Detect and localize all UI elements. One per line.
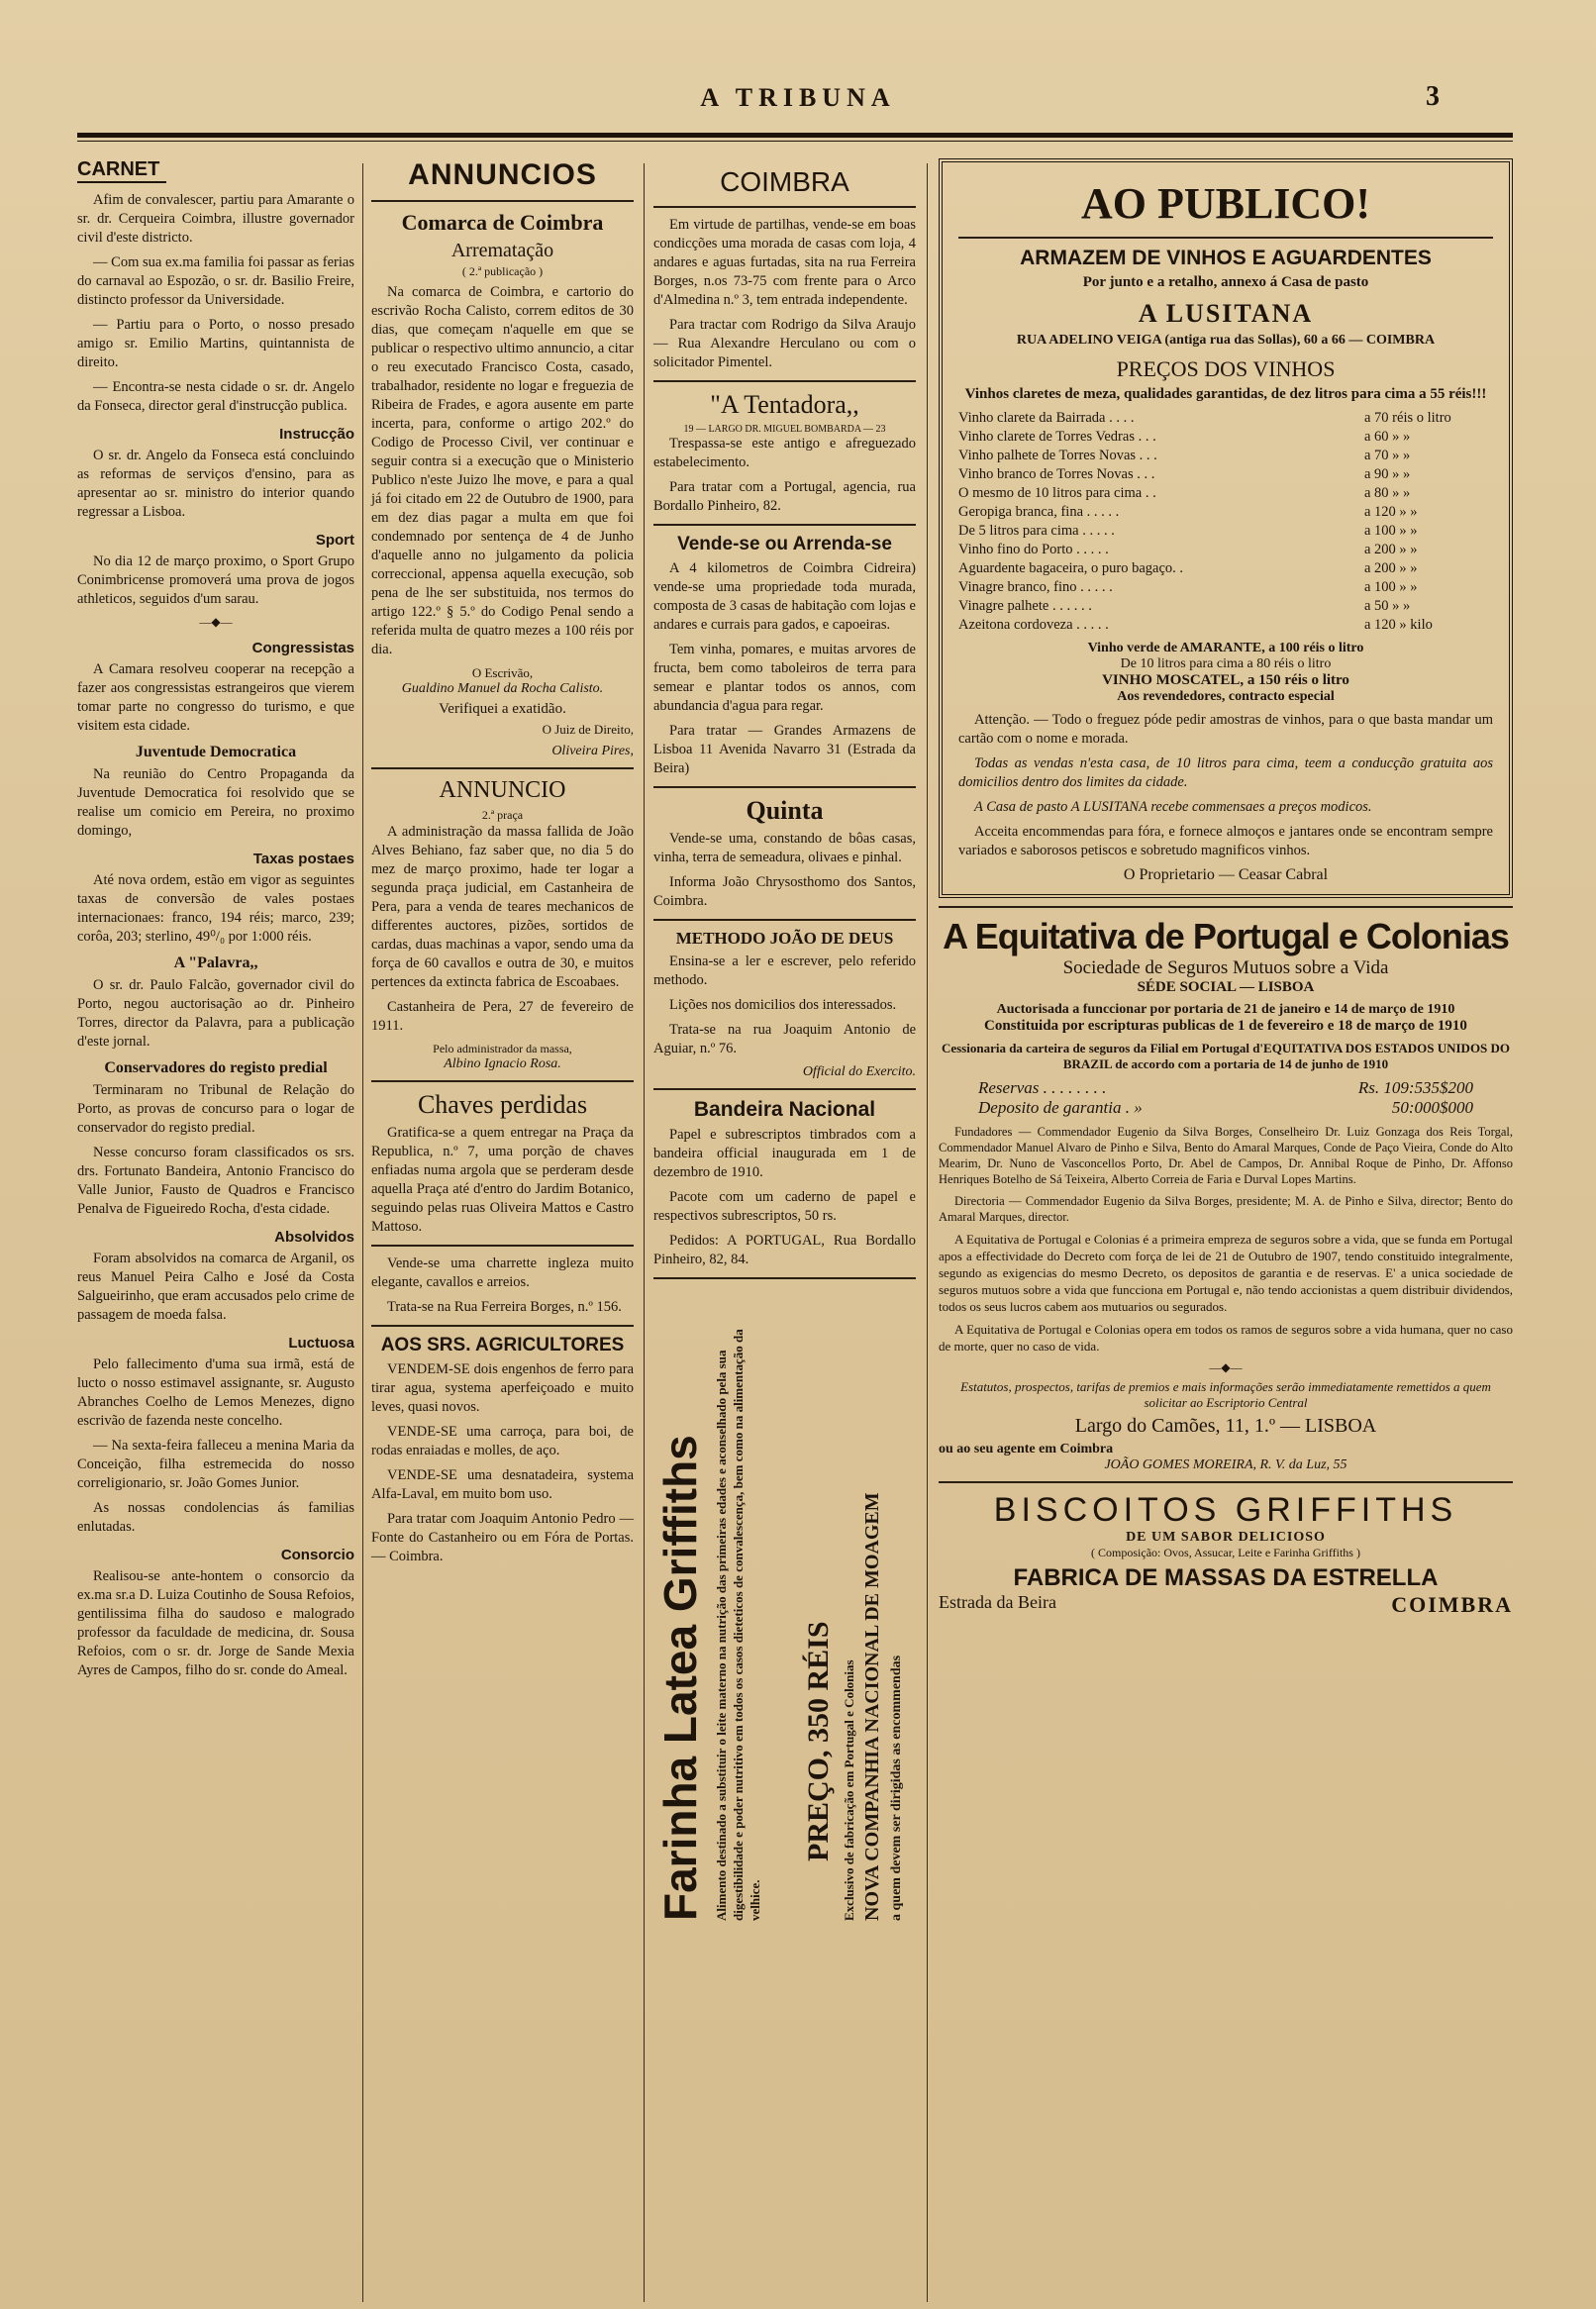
price-name: O mesmo de 10 litros para cima . . xyxy=(958,485,1156,501)
por-junto-line: Por junto e a retalho, annexo á Casa de pasto xyxy=(1082,274,1369,290)
price-value: a 120 » kilo xyxy=(1364,617,1433,633)
coimbra-label: COIMBRA xyxy=(1391,1592,1513,1617)
tentadora-heading: "A Tentadora,, xyxy=(710,390,859,419)
claretes-line: Vinhos claretes de meza, qualidades garantidas, de dez litros para cima a 55 réis!!! xyxy=(964,386,1487,402)
rule xyxy=(939,1481,1513,1483)
price-name: Aguardente bagaceira, o puro bagaço. . xyxy=(958,560,1184,576)
fabrica-line: FABRICA DE MASSAS DA ESTRELLA xyxy=(1013,1564,1439,1591)
annuncio-heading: ANNUNCIO xyxy=(439,777,566,803)
publicacao-note: ( 2.ª publicação ) xyxy=(461,264,544,278)
cessionaria-line: Cessionaria da carteira de seguros da Filial em Portugal d'EQUITATIVA DOS ESTADOS UNIDOS DO BRAZIL de accordo com a portaria de 14 de junho de 1910 xyxy=(941,1041,1511,1071)
price-value: a 70 » » xyxy=(1364,448,1411,463)
taxas-heading: Taxas postaes xyxy=(252,851,354,867)
sport-heading: Sport xyxy=(315,532,354,549)
rule xyxy=(371,1245,634,1247)
proprietario-line: O Proprietario — Ceasar Cabral xyxy=(1123,866,1329,883)
fundadores-paragraph: Fundadores — Commendador Eugenio da Silva Borges, Conselheiro Dr. Luiz Gonzaga dos Reis Torgal, Commendador Manuel Alvaro de Pinho e Silva, Bento do Amaral Marques, Conde de Paço Vieira, Conde do Alto Mearim, Dr. Nuno de Vasconcellos Porto, Dr. Abel de Campos, Dr. Annibal Roque de Pinho, Dr. Affonso Henriques Botelho de Sá Teixeira, Alberto Correia de Faria e Durval Lopes Martins. xyxy=(939,1125,1513,1186)
rule xyxy=(653,919,916,921)
column-news xyxy=(77,158,354,1686)
column-divider xyxy=(644,163,645,2302)
juiz-name: Oliveira Pires, xyxy=(551,744,634,758)
agricultores-paragraph: VENDE-SE uma carroça, para boi, de rodas enraiadas e molles, de aço. xyxy=(371,1424,634,1458)
revendedores-line: Aos revendedores, contracto especial xyxy=(1117,689,1335,704)
price-value: a 100 » » xyxy=(1364,579,1418,595)
price-value: a 70 réis o litro xyxy=(1364,410,1451,426)
price-name: Vinho fino do Porto . . . . . xyxy=(958,542,1109,557)
juventude-heading: Juventude Democratica xyxy=(135,744,297,760)
price-row xyxy=(958,541,1493,559)
directoria-paragraph: Directoria — Commendador Eugenio da Silva Borges, presidente; M. A. de Pinho e Silva, director; Bento do Amaral Marques, director. xyxy=(939,1194,1513,1224)
annuncio-paragraph: A administração da massa fallida de João Alves Behiano, faz saber que, no dia 5 do mez de março proximo, hade ter logar a segunda praça judicial, em Castanheira de Pera, para a venda de teares mechanicos de differentes auctores, pizões, sortidos de cardas, duas machinas a vapor, sendo uma da força de 60 cavallos e outra de 30, e muitos pertences da extincta fabrica de Escoabaes. xyxy=(371,824,634,990)
metodo-heading: METHODO JOÃO DE DEUS xyxy=(675,929,894,948)
metodo-signature: Official do Exercito. xyxy=(802,1064,916,1079)
farinha-exclusive: Exclusivo de fabricação em Portugal e Colonias xyxy=(842,1659,856,1921)
carnet-heading: CARNET xyxy=(77,158,166,183)
vende-paragraph: Para tratar — Grandes Armazens de Lisboa 11 Avenida Navarro 31 (Estrada da Beira) xyxy=(653,723,916,776)
price-value: a 120 » » xyxy=(1364,504,1418,520)
conservadores-paragraph: Nesse concurso foram classificados os srs. drs. Fortunato Bandeira, Antonio Francisco do Valle Junior, Fausto de Quadros e Francisco Penalva de Figueiredo Rocha, d'esta cidade. xyxy=(77,1145,354,1217)
biscoitos-heading: BISCOITOS GRIFFITHS xyxy=(993,1491,1458,1529)
agente-line: ou ao seu agente em Coimbra xyxy=(939,1442,1114,1456)
charrete-paragraph: Trata-se na Rua Ferreira Borges, n.º 156. xyxy=(387,1299,622,1315)
column-divider xyxy=(362,163,363,2302)
farinha-description: Alimento destinado a substituir o leite materno na nutrição das primeiras edades e aconselhado pela sua digestibilidade e poder nutritivo em todos os casos dieteticos de convalescença, bem como na alimentação da velhice. xyxy=(714,1329,762,1921)
instrucao-heading: Instrucção xyxy=(279,426,354,443)
page-number: 3 xyxy=(1426,81,1440,112)
masthead-rule xyxy=(77,133,1513,138)
price-value: a 80 » » xyxy=(1364,485,1411,501)
price-name: Vinagre palhete . . . . . . xyxy=(958,598,1092,614)
vende-paragraph: A 4 kilometros de Coimbra Cidreira) vende-se uma propriedade toda murada, composta de 3 casas de habitação com lojas e andares e currais para gados, e capoeiras. xyxy=(653,560,916,633)
vende-paragraph: Tem vinha, pomares, e muitas arvores de fructa, bem como taboleiros de terra para semear e plantar todos os annos, com abundancia d'agua para regar. xyxy=(653,642,916,714)
carnet-paragraph: — Partiu para o Porto, o nosso presado amigo sr. Emilio Martins, quintannista de direito. xyxy=(77,317,354,370)
rule xyxy=(958,237,1493,239)
atencao-paragraph: Attenção. — Todo o freguez póde pedir amostras de vinhos, para o que basta mandar um cartão com o nome e morada. xyxy=(958,712,1493,747)
admin-name: Albino Ignacio Rosa. xyxy=(444,1056,561,1071)
bandeira-paragraph: Papel e subrescriptos timbrados com a bandeira official inaugurada em 1 de dezembro de 1910. xyxy=(653,1127,916,1180)
ornament-divider: —◆— xyxy=(1209,1360,1243,1374)
absolvidos-paragraph: Foram absolvidos na comarca de Arganil, os reus Manuel Peira Calho e José da Costa Salgueirinho, que eram accusados pelo crime de passagem de moeda falsa. xyxy=(77,1251,354,1323)
quinta-paragraph: Vende-se uma, constando de bôas casas, vinha, terra de semeadura, olivaes e pinhal. xyxy=(653,831,916,865)
amarante-line: Vinho verde de AMARANTE, a 100 réis o litro xyxy=(1087,641,1364,655)
price-value: a 50 » » xyxy=(1364,598,1411,614)
sede-line: SÉDE SOCIAL — LISBOA xyxy=(1137,979,1315,995)
price-name: Vinho clarete de Torres Vedras . . . xyxy=(958,429,1156,445)
comarca-heading: Comarca de Coimbra xyxy=(401,210,604,235)
price-value: a 200 » » xyxy=(1364,560,1418,576)
lusitana-address: RUA ADELINO VEIGA (antiga rua das Sollas), 60 a 66 — COIMBRA xyxy=(1016,333,1436,348)
rule xyxy=(653,380,916,382)
annuncio-paragraph: Castanheira de Pera, 27 de fevereiro de 1911. xyxy=(371,999,634,1034)
luctuosa-paragraph: Pelo fallecimento d'uma sua irmã, está de lucto o nosso estimavel assignante, sr. Augusto Abranches Coelho de Lemos Menezes, digno escrivão de fazenda neste concelho. xyxy=(77,1356,354,1429)
price-row xyxy=(958,465,1493,484)
vende-heading: Vende-se ou Arrenda-se xyxy=(677,534,892,554)
armazem-heading: ARMAZEM DE VINHOS E AGUARDENTES xyxy=(1020,247,1432,269)
estatutos-line: Estatutos, prospectos, tarifas de premios e mais informações serão immediatamente remettidos a quem solicitar ao Escriptorio Central xyxy=(960,1379,1491,1410)
consorcio-heading: Consorcio xyxy=(280,1547,354,1563)
coimbra-heading: COIMBRA xyxy=(720,166,849,197)
consorcio-paragraph: Realisou-se ante-hontem o consorcio da ex.ma sr.a D. Luiza Coutinho de Sousa Refoios, gentilissima filha do saudoso e malogrado professor da faculdade de medicina, dr. Sousa Refoios, com o sr. dr. Jorge de Sande Mexia Ayres de Campos, filho do sr. conde do Ameal. xyxy=(77,1568,354,1678)
price-row xyxy=(958,597,1493,616)
reservas-row xyxy=(939,1078,1513,1098)
verifiquei-line: Verifiquei a exatidão. xyxy=(439,701,566,717)
metodo-paragraph: Lições nos domicilios dos interessados. xyxy=(669,997,897,1013)
price-name: Vinho clarete da Bairrada . . . . xyxy=(958,410,1135,426)
column-large-ads xyxy=(939,158,1513,1618)
price-row xyxy=(958,503,1493,522)
escrivao-name: Gualdino Manuel da Rocha Calisto. xyxy=(401,681,604,696)
precos-heading: PREÇOS DOS VINHOS xyxy=(1116,356,1336,381)
moscatel-line: VINHO MOSCATEL, a 150 réis o litro xyxy=(1102,672,1349,688)
absolvidos-heading: Absolvidos xyxy=(274,1229,354,1246)
agricultores-paragraph: VENDE-SE uma desnatadeira, systema Alfa-Laval, em muito bom uso. xyxy=(371,1467,634,1502)
sport-paragraph: No dia 12 de março proximo, o Sport Grupo Conimbricense promoverá uma prova de jogos athleticos, seguidos d'um sarau. xyxy=(77,553,354,607)
composicao-line: ( Composição: Ovos, Assucar, Leite e Farinha Griffiths ) xyxy=(1091,1546,1360,1559)
luctuosa-heading: Luctuosa xyxy=(288,1335,354,1352)
farinha-title: Farinha Latea Griffiths xyxy=(654,1435,706,1921)
rule xyxy=(653,206,916,208)
equitativa-paragraph: A Equitativa de Portugal e Colonias é a primeira empreza de seguros sobre a vida, que se funda em Portugal apos a effectividade do Decreto com força de lei de 21 de Outubro de 1907, tendo constituido integralmente, segundo as exigencias do mesmo Decreto, os depositos de garantia e de reservas. E' a unica sociedade de seguros mutuos sobre a vida que funcciona em Portugal e, não tendo accionistas a quem distribuir dividendos, todos os seus lucros cabem aos mutuarios ou segurados. xyxy=(939,1232,1513,1314)
deposito-label: Deposito de garantia . » xyxy=(978,1098,1143,1117)
rule xyxy=(371,1325,634,1327)
column-annuncios xyxy=(371,158,634,1572)
escrivao-label: O Escrivão, xyxy=(471,665,534,680)
instrucao-paragraph: O sr. dr. Angelo da Fonseca está concluindo as reformas de serviços d'ensino, para as apresentar ao sr. ministro do interior quando regressar a Lisboa. xyxy=(77,448,354,520)
column-divider xyxy=(927,163,928,2302)
palavra-heading: A "Palavra,, xyxy=(173,954,258,971)
palavra-paragraph: O sr. dr. Paulo Falcão, governador civil do Porto, negou auctorisação ao dr. Pinheiro Torres, director da Palavra, para a publicação d'este jornal. xyxy=(77,977,354,1050)
carnet-paragraph: Afim de convalescer, partiu para Amarante o sr. dr. Cerqueira Coimbra, illustre governador civil d'este districto. xyxy=(77,192,354,246)
equitativa-subtitle: Sociedade de Seguros Mutuos sobre a Vida xyxy=(1062,957,1389,978)
agricultores-paragraph: Para tratar com Joaquim Antonio Pedro — Fonte do Castanheiro ou em Fóra de Portas.— Coimbra. xyxy=(371,1511,634,1564)
equitativa-title: A Equitativa de Portugal e Colonias xyxy=(943,916,1509,956)
farinha-company: NOVA COMPANHIA NACIONAL DE MOAGEM xyxy=(861,1492,883,1921)
sabor-line: DE UM SABOR DELICIOSO xyxy=(1126,1530,1326,1545)
price-row xyxy=(958,409,1493,428)
coimbra-paragraph: Em virtude de partilhas, vende-se em boas condicções uma morada de casas com loja, 4 andares e aguas furtadas, sita na rua Ferreira Borges, n.os 73-75 com frente para o Arco d'Almedina n.º 3, tem entrada independente. xyxy=(653,217,916,308)
price-row xyxy=(958,428,1493,447)
rule xyxy=(653,524,916,526)
farinha-price: PREÇO, 350 RÉIS xyxy=(802,1621,835,1861)
rule xyxy=(371,1080,634,1082)
lusitana-name: A LUSITANA xyxy=(1138,299,1314,328)
masthead-rule-thin xyxy=(77,141,1513,142)
arrematacao-heading: Arrematação xyxy=(450,240,554,261)
metodo-paragraph: Trata-se na rua Joaquim Antonio de Aguiar, n.º 76. xyxy=(653,1022,916,1056)
price-name: De 5 litros para cima . . . . . xyxy=(958,523,1115,539)
price-name: Geropiga branca, fina . . . . . xyxy=(958,504,1120,520)
luctuosa-paragraph: As nossas condolencias ás familias enlutadas. xyxy=(77,1500,354,1535)
column-classifieds xyxy=(653,158,916,1941)
rule xyxy=(653,786,916,788)
price-list xyxy=(958,409,1493,635)
reservas-value: Rs. 109:535$200 xyxy=(1357,1078,1473,1097)
lusitana-ad xyxy=(939,158,1513,898)
quinta-heading: Quinta xyxy=(746,796,824,825)
masthead-title: A TRIBUNA xyxy=(700,83,896,112)
dez-litros-line: De 10 litros para cima a 80 réis o litro xyxy=(1120,656,1332,671)
price-name: Vinho branco de Torres Novas . . . xyxy=(958,466,1155,482)
reservas-label: Reservas . . . . . . . . xyxy=(978,1078,1107,1097)
price-row xyxy=(958,484,1493,503)
deposito-value: 50:000$000 xyxy=(1391,1098,1473,1117)
price-value: a 200 » » xyxy=(1364,542,1418,557)
price-row xyxy=(958,578,1493,597)
casa-paragraph: A Casa de pasto A LUSITANA recebe commensaes a preços modicos. xyxy=(974,799,1372,815)
ornament-divider: —◆— xyxy=(199,615,233,629)
rule xyxy=(653,1277,916,1279)
price-value: a 60 » » xyxy=(1364,429,1411,445)
price-row xyxy=(958,559,1493,578)
rule xyxy=(653,1088,916,1090)
juiz-label: O Juiz de Direito, xyxy=(542,722,634,737)
rule xyxy=(371,200,634,202)
arrematacao-paragraph: Na comarca de Coimbra, e cartorio do escrivão Rocha Calisto, correm editos de 30 dias, que começam n'aquelle em que se publicar o respectivo ultimo annuncio, a citar o reu executado Francisco Costa, casado, trabalhador, residente no logar e freguezia de Ribeira de Frades, e agora ausente em parte incerta, para, conforme o artigo 202.º do Codigo de Processo Civil, ver continuar e seguir contra si a execução que o Ministerio Publico n'este Juizo lhe move, e para a qual já foi citado em 22 de Outubro de 1900, para em dez dias pagar a multa em que foi condemnado por sentença de 4 de Junho d'aquelle anno no julgamento da policia correccional, appensa aquella execução, sob pena de lhe ser substituida, nos termos do artigo 122.º § 5.º do Codigo Penal sendo a referida multa de quatro mezes a 100 réis por dia. xyxy=(371,284,634,657)
congressistas-heading: Congressistas xyxy=(251,640,354,656)
price-value: a 90 » » xyxy=(1364,466,1411,482)
tentadora-paragraph: Para tratar com a Portugal, agencia, rua Bordallo Pinheiro, 82. xyxy=(653,479,916,514)
price-name: Azeitona cordoveza . . . . . xyxy=(958,617,1109,633)
bandeira-paragraph: Pacote com um caderno de papel e respectivos subrescriptos, 50 rs. xyxy=(653,1189,916,1224)
tentadora-address: 19 — LARGO DR. MIGUEL BOMBARDA — 23 xyxy=(683,424,886,435)
price-row xyxy=(958,522,1493,541)
agricultores-heading: AOS SRS. AGRICULTORES xyxy=(380,1335,625,1355)
quinta-paragraph: Informa João Chrysosthomo dos Santos, Coimbra. xyxy=(653,874,916,909)
price-row xyxy=(958,447,1493,465)
conservadores-paragraph: Terminaram no Tribunal de Relação do Porto, as provas de concurso para o logar de conservador do registo predial. xyxy=(77,1082,354,1136)
agente-name: JOÃO GOMES MOREIRA, R. V. da Luz, 55 xyxy=(1104,1457,1347,1472)
luctuosa-paragraph: — Na sexta-feira falleceu a menina Maria da Conceição, filha estremecida do nosso correligionario, sr. João Gomes Junior. xyxy=(77,1438,354,1491)
todas-paragraph: Todas as vendas n'esta casa, de 10 litros para cima, teem a conducção gratuita aos domicilios dentro dos limites da cidade. xyxy=(958,755,1493,790)
chaves-heading: Chaves perdidas xyxy=(417,1090,588,1119)
deposito-row xyxy=(939,1098,1513,1118)
price-row xyxy=(958,616,1493,635)
taxas-paragraph: Até nova ordem, estão em vigor as seguintes taxas de conversão de vales postaes internacionaes: franco, 194 réis; marco, 239; corôa, 203; sterlino, 49⁰/₀ por 1:000 réis. xyxy=(77,872,354,945)
estrada-label: Estrada da Beira xyxy=(939,1592,1056,1612)
admin-label: Pelo administrador da massa, xyxy=(433,1042,572,1055)
coimbra-paragraph: Para tractar com Rodrigo da Silva Araujo — Rua Alexandre Herculano ou com o solicitador Pimentel. xyxy=(653,317,916,370)
praca-note: 2.ª praça xyxy=(481,808,524,822)
publico-heading: AO PUBLICO! xyxy=(1080,179,1371,228)
price-name: Vinho palhete de Torres Novas . . . xyxy=(958,448,1157,463)
chaves-paragraph: Gratifica-se a quem entregar na Praça da Republica, n.º 7, uma porção de chaves enfiadas numa argola que se perderam desde aquella Praça até d'entro do Jardim Botanico, seguindo pelas ruas Oliveira Mattos e Castro Mattoso. xyxy=(371,1125,634,1235)
annuncios-heading: ANNUNCIOS xyxy=(408,158,597,191)
congressistas-paragraph: A Camara resolveu cooperar na recepção a fazer aos congressistas estrangeiros que vierem tomar parte no congresso do turismo, e que visitem esta cidade. xyxy=(77,661,354,734)
aceita-paragraph: Acceita encommendas para fóra, e fornece almoços e jantares onde se encontram sempre variados e saborosos petiscos e sobretudo magnificos vinhos. xyxy=(958,824,1493,858)
largo-line: Largo do Camões, 11, 1.º — LISBOA xyxy=(1074,1415,1377,1437)
carnet-paragraph: — Encontra-se nesta cidade o sr. dr. Angelo da Fonseca, director geral d'instrucção publica. xyxy=(77,379,354,414)
estrada-row xyxy=(939,1592,1513,1618)
metodo-paragraph: Ensina-se a ler e escrever, pelo referido methodo. xyxy=(653,954,916,988)
tentadora-paragraph: Trespassa-se este antigo e afreguezado estabelecimento. xyxy=(653,436,916,470)
charrete-paragraph: Vende-se uma charrette ingleza muito elegante, cavallos e arreios. xyxy=(371,1255,634,1290)
price-name: Vinagre branco, fino . . . . . xyxy=(958,579,1113,595)
rule xyxy=(939,906,1513,908)
equitativa-paragraph: A Equitativa de Portugal e Colonias opera em todos os ramos de seguros sobre a vida humana, quer no caso de morte, quer no caso de vida. xyxy=(939,1322,1513,1354)
agricultores-paragraph: VENDEM-SE dois engenhos de ferro para tirar agua, systema aperfeiçoado e muito leves, quasi novos. xyxy=(371,1361,634,1415)
bandeira-paragraph: Pedidos: A PORTUGAL, Rua Bordallo Pinheiro, 82, 84. xyxy=(653,1233,916,1267)
rule xyxy=(371,767,634,769)
constituida-line: Constituida por escripturas publicas de 1 de fevereiro e 18 de março de 1910 xyxy=(984,1018,1467,1034)
price-value: a 100 » » xyxy=(1364,523,1418,539)
bandeira-heading: Bandeira Nacional xyxy=(693,1098,876,1121)
conservadores-heading: Conservadores do registo predial xyxy=(104,1059,328,1076)
auctorisada-line: Auctorisada a funccionar por portaria de 21 de janeiro e 14 de março de 1910 xyxy=(996,1002,1455,1017)
farinha-orders: a quem devem ser dirigidas as encommendas xyxy=(889,1655,904,1921)
farinha-ad xyxy=(653,1287,916,1941)
carnet-paragraph: — Com sua ex.ma familia foi passar as ferias do carnaval ao Espozão, o sr. dr. Basilio Freire, distincto professor da Universidade. xyxy=(77,254,354,308)
juventude-paragraph: Na reunião do Centro Propaganda da Juventude Democratica foi resolvido que se realise um comicio em Pereira, no proximo domingo, xyxy=(77,766,354,839)
